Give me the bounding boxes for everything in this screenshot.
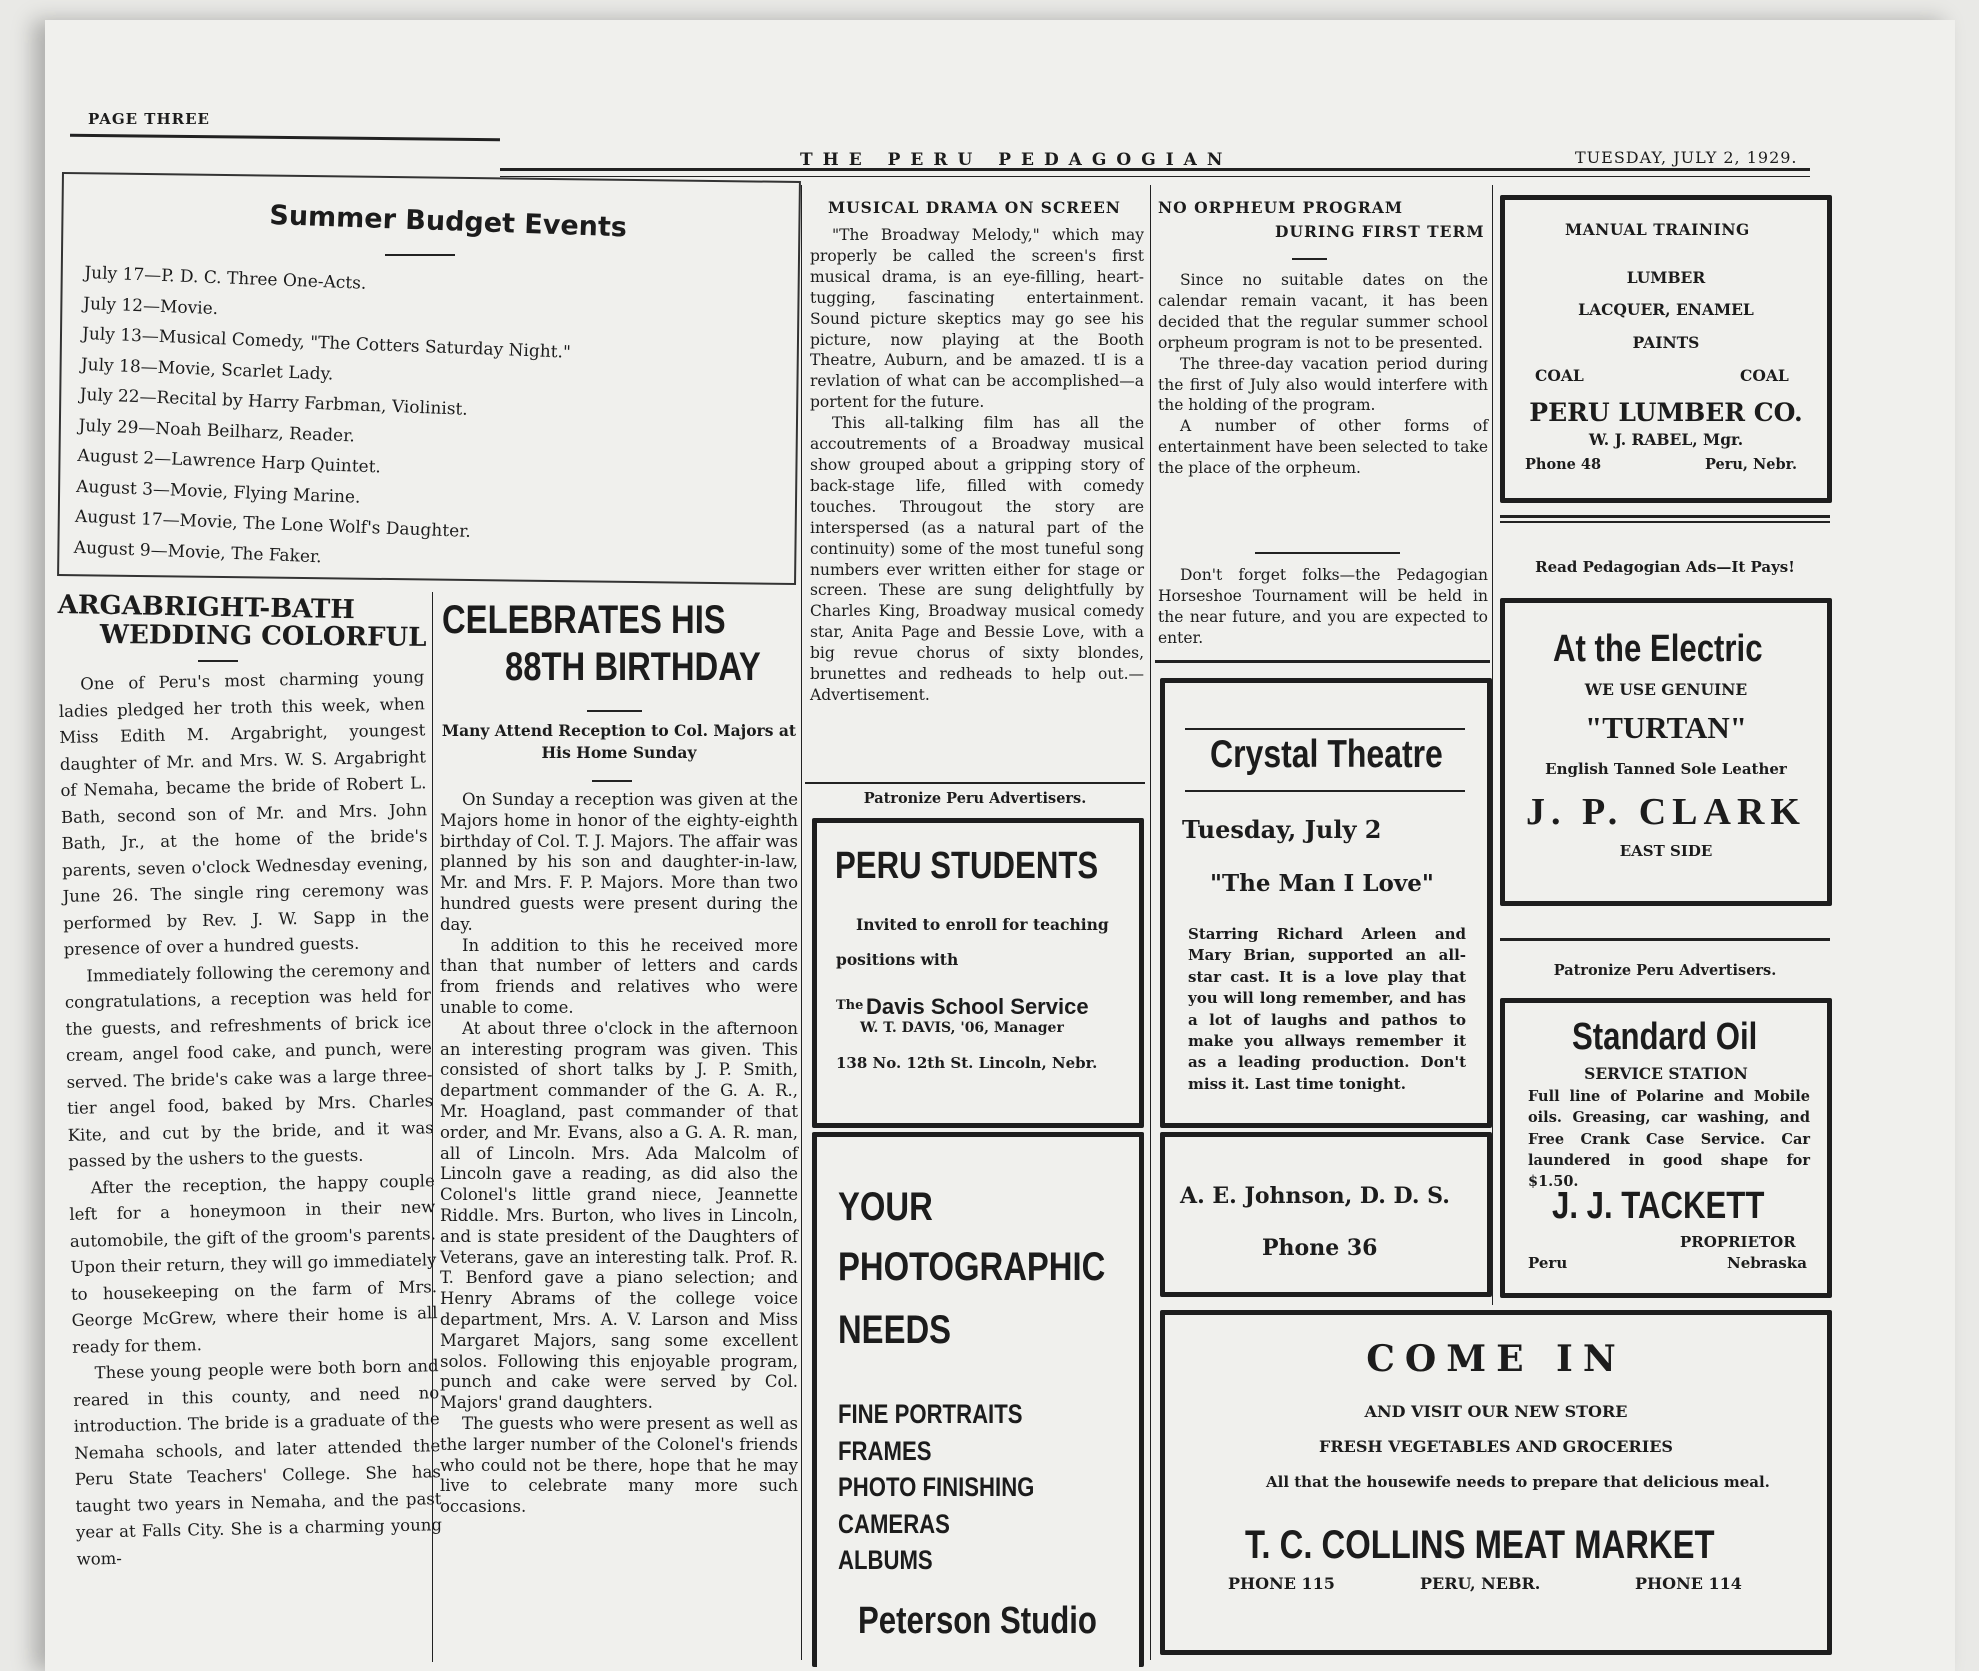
event-item: August 9—Movie, The Faker.	[73, 537, 323, 567]
lumber-line-3: PAINTS	[1632, 333, 1700, 352]
events-title-rule	[385, 254, 455, 256]
wedding-paragraph: After the reception, the happy couple left for a honeymoon in their new automobile, the gift of the groom's parents. Upon their return, they will go immediately to housekeeping on the farm of Mrs. George McGrew, where their home is all ready for them.	[69, 1170, 438, 1357]
masthead-rule-thin	[500, 176, 1810, 177]
paper-name: THE PERU PEDAGOGIAN	[800, 150, 1233, 170]
crystal-name: Crystal Theatre	[1210, 733, 1443, 776]
photo-studio: Peterson Studio	[858, 1600, 1097, 1642]
oil-role: PROPRIETOR	[1680, 1233, 1796, 1251]
oil-left: Peru	[1528, 1254, 1568, 1272]
dentist-phone: Phone 36	[1262, 1235, 1378, 1261]
photo-line-1: YOUR	[838, 1185, 933, 1229]
event-item: July 22—Recital by Harry Farbman, Violinist.	[79, 384, 469, 420]
photo-item: PHOTO FINISHING	[838, 1472, 1035, 1502]
birthday-paragraph: The guests who were present as well as the larger number of the Colonel's friends who could not be there, hope that he may live to celebrate many more such occasions.	[440, 1413, 798, 1517]
market-phone-left: PHONE 115	[1228, 1574, 1335, 1593]
orpheum-headline-2: DURING FIRST TERM	[1275, 222, 1485, 241]
oil-desc: Full line of Polarine and Mobile oils. Greasing, car washing, and Free Crank Case Service. Car laundered in good shape for $1.50.	[1528, 1088, 1810, 1191]
birthday-headline-1: CELEBRATES HIS	[442, 598, 726, 642]
birthday-paragraph: On Sunday a reception was given at the Majors home in honor of the eighty-eighth birthday of Col. T. J. Majors. The affair was planned by his son and daughter-in-law, Mr. and Mrs. F. P. Majors. More than two hundred guests were present during the day.	[440, 790, 798, 934]
column-rule	[801, 185, 802, 1660]
orpheum-paragraph: A number of other forms of entertainment have been selected to take the place of the orpheum.	[1158, 417, 1488, 478]
lumber-manager: W. J. RABEL, Mgr.	[1588, 430, 1744, 449]
crystal-film: "The Man I Love"	[1210, 870, 1434, 897]
read-ads-rule	[1500, 515, 1830, 518]
lumber-coal-right: COAL	[1740, 366, 1789, 385]
page-label: PAGE THREE	[88, 110, 210, 128]
orpheum-rule	[1292, 258, 1327, 260]
oil-name: J. J. TACKETT	[1552, 1185, 1765, 1227]
lumber-line-2: LACQUER, ENAMEL	[1578, 300, 1754, 319]
photo-item: ALBUMS	[838, 1545, 933, 1575]
orpheum-paragraph: Since no suitable dates on the calendar remain vacant, it has been decided that the regular summer school orpheum program is not to be presented.	[1158, 271, 1488, 352]
electric-brand: "TURTAN"	[1585, 710, 1747, 745]
lumber-line-1: LUMBER	[1626, 268, 1706, 287]
market-line-2: FRESH VEGETABLES AND GROCERIES	[1319, 1437, 1673, 1456]
musical-drama-body	[810, 225, 1144, 706]
column-rule	[1150, 185, 1151, 1660]
event-item: July 17—P. D. C. Three One-Acts.	[84, 262, 367, 294]
birthday-paragraph: At about three o'clock in the afternoon an interesting program was given. This consisted of short talks by J. P. Smith, department commander of the G. A. R., Mr. Hoagland, past commander of that order, and Mr. Evans, also a G. A. R. man, all of Lincoln. Mrs. Ada Malcolm of Lincoln gave a reading, as did also the Colonel's little grand niece, Jeannette Riddle. Mrs. Burton, who lives in Lincoln, and is state president of the Daughters of Veterans, gave an interesting talk. Prof. R. T. Benford gave a piano selection; and Henry Abrams of the college voice department, Mrs. A. V. Larson and Miss Margaret Majors, sang some excellent solos. Following this enjoyable program, punch and cake were served by Col. Majors' grand daughters.	[440, 1018, 798, 1413]
electric-side: EAST SIDE	[1619, 842, 1713, 860]
market-name: T. C. COLLINS MEAT MARKET	[1245, 1523, 1715, 1567]
musical-drama-paragraph: "The Broadway Melody," which may properly be called the screen's first musical drama, is an eye-filling, heart-tugging, fascinating entertainment. Sound picture skeptics may go see his picture, now playing at the Booth Theatre, Auburn, and be amazed. tI is a revlation of what can be accomplished—a portent for the future.	[810, 226, 1144, 412]
orpheum-body	[1158, 270, 1488, 479]
market-line-1: AND VISIT OUR NEW STORE	[1364, 1402, 1628, 1421]
crystal-rule-bottom	[1185, 790, 1465, 792]
patronize-text-2: Patronize Peru Advertisers.	[1553, 962, 1777, 979]
musical-drama-paragraph: This all-talking film has all the accoutrements of a Broadway musical show grouped about a gripping story of back-stage life, filled with comedy touches. Througout the story are interspersed (as a natural part of the continuity) some of the most tuneful song numbers ever written either for stage or screen. These are sung delightfully by Charles King, Broadway musical comedy star, Anita Page and Bessie Love, with a big revue chorus of sixty blondes, brunettes and redheads to help out.—Advertisement.	[810, 414, 1144, 704]
wedding-paragraph: One of Peru's most charming young ladies pledged her troth this week, when Miss Edith M. Argabright, youngest daughter of Mr. and Mrs. W. S. Argabright of Nemaha, became the bride of Robert L. Bath, second son of Mr. and Mrs. John Bath, Jr., at the home of the bride's parents, seven o'clock Wednesday evening, June 26. The single ring ceremony was performed by Rev. J. W. Sapp in the presence of over a hundred guests.	[58, 667, 430, 959]
students-company: Davis School Service	[866, 994, 1089, 1019]
read-ads-text: Read Pedagogian Ads—It Pays!	[1535, 558, 1795, 576]
photo-line-3: NEEDS	[838, 1308, 952, 1352]
patronize-rule	[1500, 938, 1830, 941]
electric-name: J. P. CLARK	[1526, 791, 1806, 833]
read-ads-rule-2	[1500, 521, 1830, 523]
lumber-town: Peru, Nebr.	[1705, 456, 1797, 473]
students-manager: W. T. DAVIS, '06, Manager	[860, 1020, 1064, 1036]
crystal-rule-top	[1185, 728, 1465, 730]
musical-drama-headline: MUSICAL DRAMA ON SCREEN	[828, 198, 1121, 217]
wedding-headline-2: WEDDING COLORFUL	[99, 620, 427, 653]
photo-line-2: PHOTOGRAPHIC	[838, 1245, 1106, 1289]
market-title: COME IN	[1366, 1338, 1626, 1380]
electric-line-2: English Tanned Sole Leather	[1545, 760, 1787, 778]
market-phone-right: PHONE 114	[1635, 1574, 1742, 1593]
orpheum-end-rule	[1155, 660, 1490, 663]
column-rule	[1492, 185, 1493, 1305]
photo-items	[838, 1396, 1034, 1579]
event-item: August 17—Movie, The Lone Wolf's Daughter.	[74, 506, 472, 543]
lumber-company: PERU LUMBER CO.	[1529, 398, 1803, 427]
dentist-name: A. E. Johnson, D. D. S.	[1180, 1183, 1450, 1209]
horseshoe-body	[1158, 565, 1488, 649]
orpheum-paragraph: The three-day vacation period during the first of July also would interfere with the holding of the program.	[1158, 354, 1488, 415]
students-the: The	[836, 998, 864, 1013]
crystal-desc: Starring Richard Arleen and Mary Brian, supported an all-star cast. It is a love play that you will long remember, and has a lot of laughs and pathos to make you allways remember it as a leading production. Don't miss it. Last time tonight.	[1188, 925, 1466, 1093]
birthday-headline-2: 88TH BIRTHDAY	[505, 645, 761, 689]
electric-line-1: WE USE GENUINE	[1584, 680, 1748, 699]
photo-item: FRAMES	[838, 1435, 932, 1466]
horseshoe-paragraph: Don't forget folks—the Pedagogian Horseshoe Tournament will be held in the near future, and you are expected to enter.	[1158, 566, 1488, 647]
summer-events-list	[73, 258, 804, 590]
wedding-rule	[198, 660, 238, 662]
wedding-headline-1: ARGABRIGHT-BATH	[57, 590, 356, 626]
birthday-subhead: Many Attend Reception to Col. Majors at His Home Sunday	[441, 721, 797, 762]
market-town: PERU, NEBR.	[1420, 1574, 1541, 1593]
orpheum-headline-1: NO ORPHEUM PROGRAM	[1158, 198, 1403, 217]
crystal-date: Tuesday, July 2	[1182, 815, 1382, 844]
event-item: July 18—Movie, Scarlet Lady.	[80, 354, 334, 385]
event-item: July 13—Musical Comedy, "The Cotters Saturday Night."	[81, 323, 572, 363]
orpheum-divider	[1255, 552, 1400, 554]
event-item: July 29—Noah Beilharz, Reader.	[78, 415, 356, 446]
patronize-text: Patronize Peru Advertisers.	[863, 790, 1087, 807]
photo-item: CAMERAS	[838, 1508, 950, 1539]
birthday-body	[440, 790, 798, 1518]
lumber-title: MANUAL TRAINING	[1565, 220, 1750, 239]
event-item: July 12—Movie.	[82, 293, 219, 319]
students-line-2: positions with	[836, 950, 959, 969]
lumber-coal-left: COAL	[1535, 366, 1584, 385]
electric-title: At the Electric	[1553, 628, 1763, 670]
lumber-phone: Phone 48	[1525, 456, 1602, 473]
birthday-rule-2	[592, 780, 632, 782]
musical-drama-end-rule	[805, 782, 1145, 784]
birthday-rule	[587, 710, 642, 712]
wedding-paragraph: These young people were both born and reared in this county, and need no introduction. The bride is a graduate of the Nemaha schools, and later attended the Peru State Teachers' College. She has taught two years in Nemaha, and the past year at Falls City. She is a charming young wom-	[73, 1356, 443, 1569]
market-line-3: All that the housewife needs to prepare that delicious meal.	[1266, 1473, 1770, 1491]
students-headline: PERU STUDENTS	[835, 845, 1099, 887]
summer-events-title: Summer Budget Events	[268, 200, 628, 244]
students-line-1: Invited to enroll for teaching	[856, 915, 1109, 934]
oil-title: Standard Oil	[1572, 1016, 1758, 1058]
students-address: 138 No. 12th St. Lincoln, Nebr.	[836, 1054, 1098, 1072]
oil-right: Nebraska	[1727, 1254, 1807, 1272]
wedding-body	[58, 664, 443, 1572]
dentist-ad	[1160, 1132, 1492, 1297]
wedding-paragraph: Immediately following the ceremony and congratulations, a reception was held for the guests, and refreshments of brick ice cream, angel food cake, and punch, were served. The bride's cake was a large three-tier angel food, baked by Mrs. Charles Kite, and cut by the bride, and it was passed by the ushers to the guests.	[64, 958, 434, 1171]
photo-item: FINE PORTRAITS	[838, 1399, 1023, 1429]
issue-date: TUESDAY, JULY 2, 1929.	[1575, 148, 1798, 167]
oil-sub: SERVICE STATION	[1584, 1064, 1748, 1083]
birthday-paragraph: In addition to this he received more than that number of letters and cards from friends and relatives who were unable to come.	[440, 935, 798, 1017]
event-item: August 3—Movie, Flying Marine.	[75, 476, 361, 508]
event-item: August 2—Lawrence Harp Quintet.	[77, 445, 382, 478]
